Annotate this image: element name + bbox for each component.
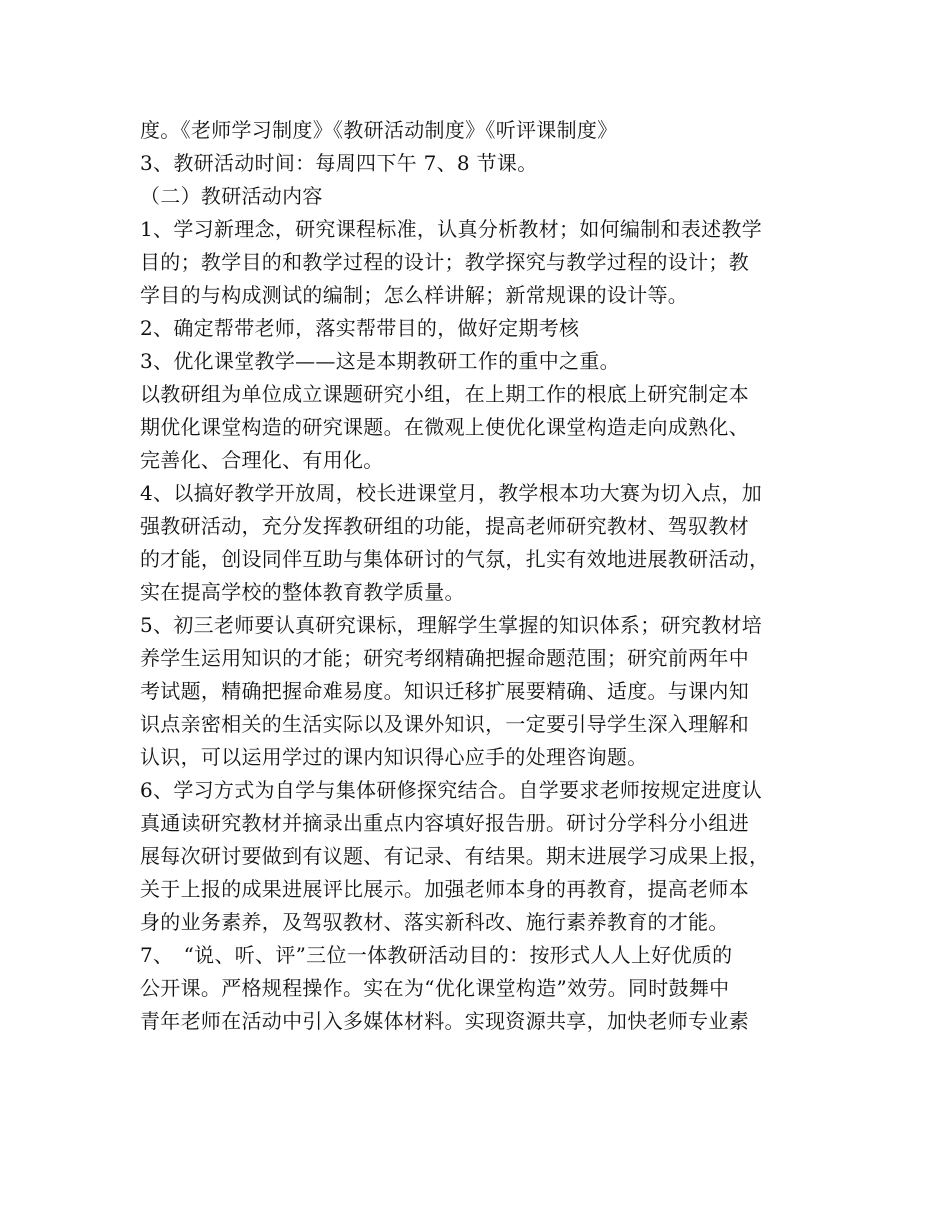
- document-body: [140, 114, 820, 1038]
- text-line: 3、教研活动时间：每周四下午 7、8 节课。: [140, 151, 538, 175]
- text-line: 公开课。严格规程操作。实在为“优化课堂构造”效劳。同时鼓舞中: [140, 976, 730, 1000]
- text-line: 青年老师在活动中引入多媒体材料。实现资源共享，加快老师专业素: [140, 1009, 749, 1033]
- text-line: 1、学习新理念，研究课程标准，认真分析教材；如何编制和表述教学: [140, 217, 763, 241]
- text-line: 强教研活动，充分发挥教研组的功能，提高老师研究教材、驾驭教材: [140, 514, 749, 538]
- text-line: 7、 “说、听、评”三位一体教研活动目的：按形式人人上好优质的: [140, 943, 733, 967]
- text-line: 实在提高学校的整体教育教学质量。: [140, 580, 465, 604]
- text-line: 5、初三老师要认真研究课标，理解学生掌握的知识体系；研究教材培: [140, 613, 763, 637]
- text-line: 以教研组为单位成立课题研究小组，在上期工作的根底上研究制定本: [140, 382, 749, 406]
- text-line: 识点亲密相关的生活实际以及课外知识，一定要引导学生深入理解和: [140, 712, 749, 736]
- text-line: 考试题，精确把握命难易度。知识迁移扩展要精确、适度。与课内知: [140, 679, 749, 703]
- text-line: 学目的与构成测试的编制；怎么样讲解；新常规课的设计等。: [140, 283, 689, 307]
- text-line: 3、优化课堂教学——这是本期教研工作的重中之重。: [140, 349, 620, 373]
- text-line: 6、学习方式为自学与集体研修探究结合。自学要求老师按规定进度认: [140, 778, 763, 802]
- text-line: 目的；教学目的和教学过程的设计；教学探究与教学过程的设计；教: [140, 250, 749, 274]
- text-line: 4、以搞好教学开放周，校长进课堂月，教学根本功大赛为切入点，加: [140, 481, 763, 505]
- text-line: 身的业务素养，及驾驭教材、落实新科改、施行素养教育的才能。: [140, 910, 729, 934]
- text-line: 关于上报的成果进展评比展示。加强老师本身的再教育，提高老师本: [140, 877, 749, 901]
- text-line: 真通读研究教材并摘录出重点内容填好报告册。研讨分学科分小组进: [140, 811, 749, 835]
- text-line: 完善化、合理化、有用化。: [140, 448, 384, 472]
- text-line: 2、确定帮带老师，落实帮带目的，做好定期考核: [140, 316, 580, 340]
- section-heading: （二）教研活动内容: [140, 184, 323, 208]
- text-line: 认识，可以运用学过的课内知识得心应手的处理咨询题。: [140, 745, 648, 769]
- text-line: 展每次研讨要做到有议题、有记录、有结果。期末进展学习成果上报，: [140, 844, 770, 868]
- text-line: 期优化课堂构造的研究课题。在微观上使优化课堂构造走向成熟化、: [140, 415, 749, 439]
- text-line: 度。《老师学习制度》《教研活动制度》《听评课制度》: [140, 118, 618, 142]
- text-line: 的才能，创设同伴互助与集体研讨的气氛，扎实有效地进展教研活动，: [140, 547, 770, 571]
- text-line: 养学生运用知识的才能；研究考纲精确把握命题范围；研究前两年中: [140, 646, 749, 670]
